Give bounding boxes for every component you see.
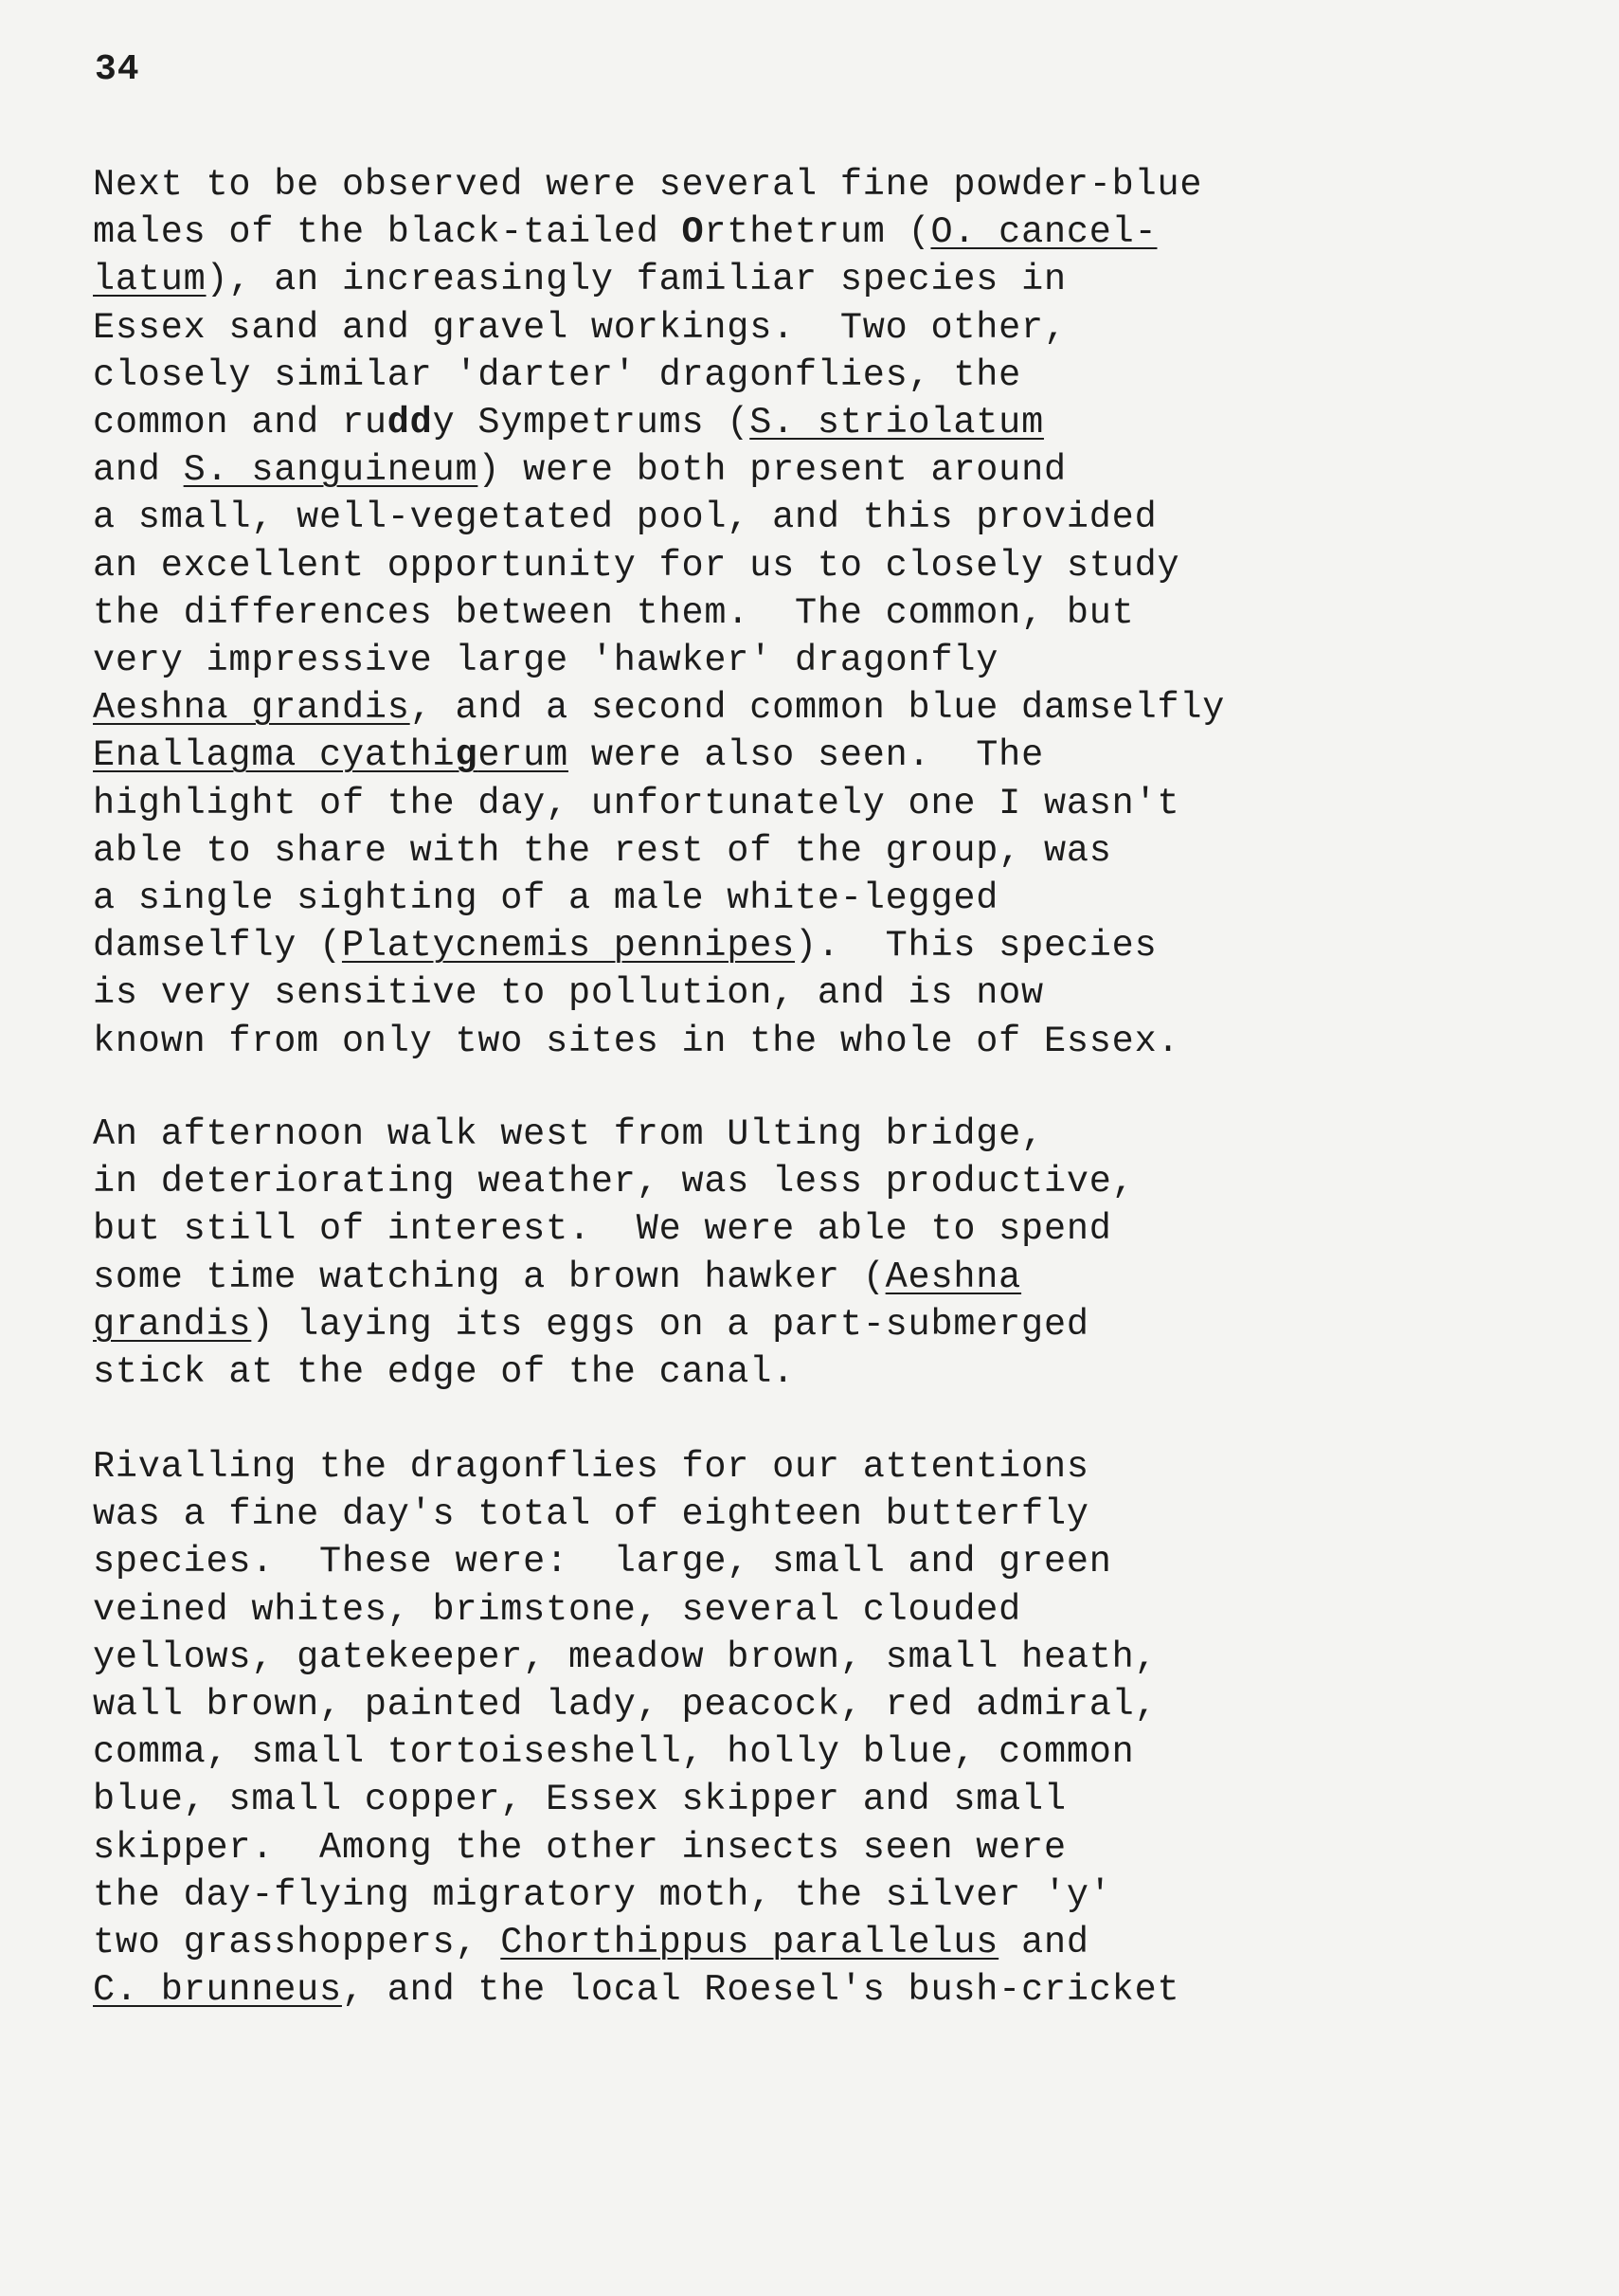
text-segment: two grasshoppers, (93, 1922, 501, 1964)
text-segment: an excellent opportunity for us to closely study (93, 544, 1180, 587)
text-segment: stick at the edge of the canal. (93, 1351, 796, 1394)
text-line (93, 1443, 1179, 1491)
text-segment: y Sympetrums ( (432, 402, 750, 444)
text-line (93, 1018, 1225, 1065)
text-segment: very impressive large 'hawker' dragonfly (93, 640, 999, 682)
species-name: S. sanguineum (183, 449, 478, 492)
species-name: O. cancel- (930, 211, 1158, 254)
text-line (93, 208, 1225, 256)
text-segment: ). This species (795, 925, 1158, 967)
text-segment: species. These were: large, small and green (93, 1541, 1112, 1583)
text-segment: , and a second common blue damselfly (409, 687, 1226, 730)
text-line (93, 1491, 1179, 1538)
text-line (93, 256, 1225, 303)
text-line (93, 1728, 1179, 1776)
text-segment: males of the black-tailed (93, 211, 682, 254)
text-segment: ), an increasingly familiar species in (206, 259, 1067, 301)
text-segment: veined whites, brimstone, several clouded (93, 1588, 1022, 1631)
paragraph-dragonflies (93, 161, 1225, 1065)
text-segment: blue, small copper, Essex skipper and small (93, 1779, 1067, 1821)
text-line (93, 1348, 1135, 1396)
text-line (93, 446, 1225, 494)
text-line (93, 1824, 1179, 1871)
text-segment: Rivalling the dragonflies for our attentions (93, 1446, 1089, 1488)
text-segment: O (681, 211, 705, 254)
text-line (93, 304, 1225, 352)
text-segment: closely similar 'darter' dragonflies, the (93, 353, 1022, 396)
text-line (93, 732, 1225, 779)
text-line (93, 1966, 1179, 2014)
text-line (93, 1776, 1179, 1823)
text-line (93, 780, 1225, 827)
text-line (93, 161, 1225, 208)
text-segment: in deteriorating weather, was less productive, (93, 1161, 1135, 1203)
species-name: grandis (93, 1303, 252, 1346)
text-line (93, 1681, 1179, 1728)
text-segment: ) were both present around (477, 449, 1067, 492)
text-segment: and (998, 1922, 1089, 1964)
text-line (93, 1538, 1179, 1585)
text-line (93, 494, 1225, 541)
text-segment: yellows, gatekeeper, meadow brown, small heath, (93, 1636, 1158, 1678)
text-segment: comma, small tortoiseshell, holly blue, common (93, 1731, 1135, 1774)
species-name: S. striolatum (749, 402, 1044, 444)
text-segment: wall brown, painted lady, peacock, red admiral, (93, 1684, 1158, 1727)
text-segment: highlight of the day, unfortunately one I wasn't (93, 782, 1180, 824)
species-name: Chorthippus parallelus (500, 1922, 999, 1964)
text-line (93, 827, 1225, 875)
text-line (93, 1634, 1179, 1681)
text-line (93, 399, 1225, 446)
text-line (93, 1254, 1135, 1301)
text-segment: the day-flying migratory moth, the silver 'y' (93, 1873, 1112, 1916)
text-segment: some time watching a brown hawker ( (93, 1256, 886, 1298)
text-segment: known from only two sites in the whole of Essex. (93, 1020, 1180, 1062)
paragraph-butterflies (93, 1443, 1179, 2014)
text-line (93, 1919, 1179, 1966)
species-name: g (455, 734, 478, 777)
species-name: C. brunneus (93, 1969, 342, 2012)
species-name: latum (93, 259, 207, 301)
text-segment: a small, well-vegetated pool, and this provided (93, 497, 1158, 539)
text-segment: and (93, 449, 184, 492)
species-name: Platycnemis pennipes (341, 925, 796, 967)
text-segment: the differences between them. The common, but (93, 591, 1135, 634)
text-segment: dd (387, 402, 433, 444)
text-segment: was a fine day's total of eighteen butterfly (93, 1493, 1089, 1536)
text-line (93, 684, 1225, 732)
text-line (93, 637, 1225, 684)
species-name: Aeshna grandis (93, 687, 410, 730)
text-line (93, 969, 1225, 1017)
text-line (93, 1301, 1135, 1348)
text-segment: rthetrum ( (704, 211, 931, 254)
text-line (93, 875, 1225, 922)
text-segment: ) laying its eggs on a part-submerged (251, 1303, 1089, 1346)
text-segment: skipper. Among the other insects seen were (93, 1826, 1067, 1869)
species-name: erum (477, 734, 568, 777)
text-line (93, 1205, 1135, 1253)
text-line (93, 1871, 1179, 1919)
text-line (93, 1111, 1135, 1158)
text-segment: damselfly ( (93, 925, 342, 967)
text-segment: a single sighting of a male white-legged (93, 877, 999, 920)
text-segment: able to share with the rest of the group, was (93, 829, 1112, 872)
text-line (93, 1586, 1179, 1634)
species-name: Enallagma cyathi (93, 734, 456, 777)
text-segment: An afternoon walk west from Ulting bridge, (93, 1113, 1044, 1155)
text-line (93, 352, 1225, 399)
text-segment: Essex sand and gravel workings. Two other, (93, 306, 1067, 349)
species-name: Aeshna (885, 1256, 1022, 1298)
page-number: 34 (95, 49, 140, 90)
text-line (93, 589, 1225, 637)
text-line (93, 1158, 1135, 1205)
text-line (93, 922, 1225, 969)
text-segment: is very sensitive to pollution, and is now (93, 972, 1044, 1015)
text-segment: , and the local Roesel's bush-cricket (341, 1969, 1180, 2012)
text-segment: were also seen. The (568, 734, 1044, 777)
text-segment: common and ru (93, 402, 387, 444)
text-line (93, 542, 1225, 589)
text-segment: Next to be observed were several fine powder-blue (93, 164, 1203, 206)
text-segment: but still of interest. We were able to spend (93, 1208, 1112, 1251)
paragraph-afternoon-walk (93, 1111, 1135, 1396)
